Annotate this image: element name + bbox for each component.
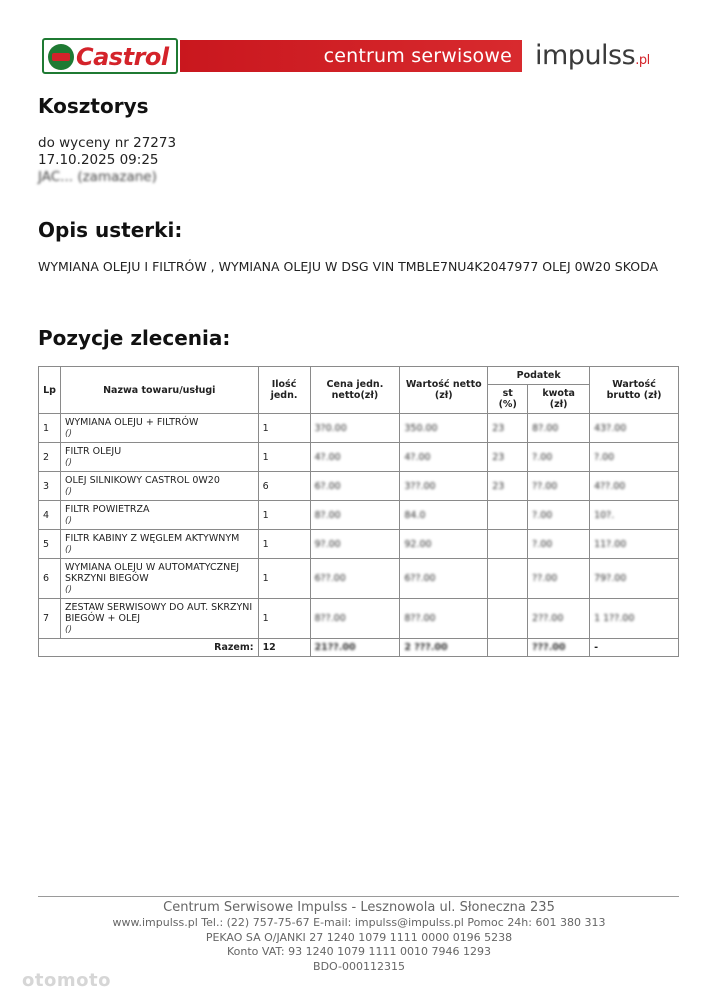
row-name-sub: () [64,487,73,497]
impulss-logo-text: impulss [535,40,636,71]
row-name-text: WYMIANA OLEJU W AUTOMATYCZNEJ SKRZYNI BIEGÓW [64,562,240,584]
header-banner [42,38,522,74]
row-value-gross: 11?.00 [590,530,679,559]
row-lp: 4 [39,501,61,530]
row-value-gross: 4??.00 [590,472,679,501]
row-value-net: 350.00 [400,414,488,443]
row-qty: 1 [258,530,310,559]
row-tax-rate: 23 [488,443,528,472]
row-unit-net: 9?.00 [310,530,400,559]
summary-unit-net: 21??.00 [310,639,400,657]
table-row [39,414,679,443]
row-value-net: 8??.00 [400,599,488,639]
row-name-sub: () [64,545,73,555]
castrol-logo-text: Castrol [76,43,169,71]
col-value-gross: Wartość brutto (zł) [590,367,679,414]
col-tax-rate: st (%) [488,385,528,414]
castrol-emblem-icon [48,44,74,70]
row-tax-amount: ?.00 [528,443,590,472]
row-value-net: 84.0 [400,501,488,530]
footer-divider [38,896,679,897]
row-name [60,501,258,530]
row-unit-net: 3?0.00 [310,414,400,443]
service-center-band-text: centrum serwisowe [323,45,512,67]
row-tax-amount: ??.00 [528,472,590,501]
table-row [39,443,679,472]
table-row [39,599,679,639]
fault-description: WYMIANA OLEJU I FILTRÓW , WYMIANA OLEJU W DSG VIN TMBLE7NU4K2047977 OLEJ 0W20 SKODA [38,259,659,274]
row-unit-net: 6?.00 [310,472,400,501]
document-meta [38,135,176,186]
row-name [60,599,258,639]
row-name-sub: () [64,585,73,595]
estimate-date: 17.10.2025 09:25 [38,152,159,168]
col-unit-net: Cena jedn. netto(zł) [310,367,400,414]
col-qty: Ilość jedn. [258,367,310,414]
row-tax-rate: 23 [488,472,528,501]
row-value-gross: ?.00 [590,443,679,472]
row-name [60,443,258,472]
row-value-net: 3??.00 [400,472,488,501]
service-center-band [180,40,522,72]
row-tax-rate [488,501,528,530]
row-value-net: 4?.00 [400,443,488,472]
col-lp: Lp [39,367,61,414]
client-name-redacted: JAC... (zamazane) [38,169,157,185]
watermark: otomoto [22,970,111,991]
summary-value-gross: - [590,639,679,657]
summary-tax-amount: ???.00 [528,639,590,657]
row-lp: 6 [39,559,61,599]
row-name [60,472,258,501]
positions-heading: Pozycje zlecenia: [38,326,231,350]
footer-bdo: BDO-000112315 [313,959,405,973]
col-value-net: Wartość netto (zł) [400,367,488,414]
row-value-net: 92.00 [400,530,488,559]
col-tax: Podatek [488,367,590,385]
row-qty: 1 [258,443,310,472]
footer-contact: www.impulss.pl Tel.: (22) 757-75-67 E-mail: impulss@impulss.pl Pomoc 24h: 601 380 313 [112,916,606,929]
row-tax-rate [488,559,528,599]
row-tax-amount: ??.00 [528,559,590,599]
row-lp: 7 [39,599,61,639]
row-unit-net: 6??.00 [310,559,400,599]
row-unit-net: 8??.00 [310,599,400,639]
row-name [60,414,258,443]
row-name-text: WYMIANA OLEJU + FILTRÓW [64,417,199,428]
impulss-logo [535,40,650,71]
row-qty: 1 [258,559,310,599]
row-tax-rate: 23 [488,414,528,443]
summary-value-net: 2 ???.00 [400,639,488,657]
footer-vat-account: Konto VAT: 93 1240 1079 1111 0010 7946 1293 [226,945,492,958]
table-row [39,472,679,501]
row-tax-amount: ?.00 [528,530,590,559]
row-lp: 3 [39,472,61,501]
row-tax-amount: 2??.00 [528,599,590,639]
row-name-sub: () [64,458,73,468]
row-name-sub: () [64,516,73,526]
impulss-logo-suffix: .pl [635,53,650,68]
summary-label: Razem: [39,639,259,657]
row-value-gross: 79?.00 [590,559,679,599]
row-lp: 1 [39,414,61,443]
table-row [39,530,679,559]
summary-row [39,639,679,657]
row-unit-net: 8?.00 [310,501,400,530]
row-qty: 1 [258,599,310,639]
row-tax-rate [488,599,528,639]
footer-bank-account: PEKAO SA O/JANKI 27 1240 1079 1111 0000 0196 5238 [205,930,513,944]
row-qty: 1 [258,501,310,530]
col-name: Nazwa towaru/usługi [60,367,258,414]
row-name-sub: () [64,625,73,635]
row-value-gross: 43?.00 [590,414,679,443]
row-value-net: 6??.00 [400,559,488,599]
row-name-text: OLEJ SILNIKOWY CASTROL 0W20 [64,475,220,486]
document-title: Kosztorys [38,94,149,118]
positions-table [38,366,679,657]
row-lp: 2 [39,443,61,472]
col-tax-amount: kwota (zł) [528,385,590,414]
row-lp: 5 [39,530,61,559]
row-qty: 6 [258,472,310,501]
estimate-number: do wyceny nr 27273 [38,135,177,151]
footer [0,899,718,974]
table-row [39,501,679,530]
positions-rows [39,414,679,657]
row-qty: 1 [258,414,310,443]
row-unit-net: 4?.00 [310,443,400,472]
summary-qty: 12 [258,639,310,657]
row-value-gross: 10?. [590,501,679,530]
summary-tax-rate [488,639,528,657]
castrol-logo [42,38,178,74]
row-name-text: FILTR KABINY Z WĘGLEM AKTYWNYM [64,533,240,544]
table-row [39,559,679,599]
row-name [60,530,258,559]
row-tax-rate [488,530,528,559]
footer-company: Centrum Serwisowe Impulss - Lesznowola ul. Słoneczna 235 [163,900,555,915]
row-name-text: ZESTAW SERWISOWY DO AUT. SKRZYNI BIEGÓW + OLEJ [64,602,253,624]
row-tax-amount: ?.00 [528,501,590,530]
row-value-gross: 1 1??.00 [590,599,679,639]
fault-heading: Opis usterki: [38,218,183,242]
row-name-sub: () [64,429,73,439]
row-name-text: FILTR POWIETRZA [64,504,150,515]
row-tax-amount: 8?.00 [528,414,590,443]
row-name-text: FILTR OLEJU [64,446,122,457]
row-name [60,559,258,599]
